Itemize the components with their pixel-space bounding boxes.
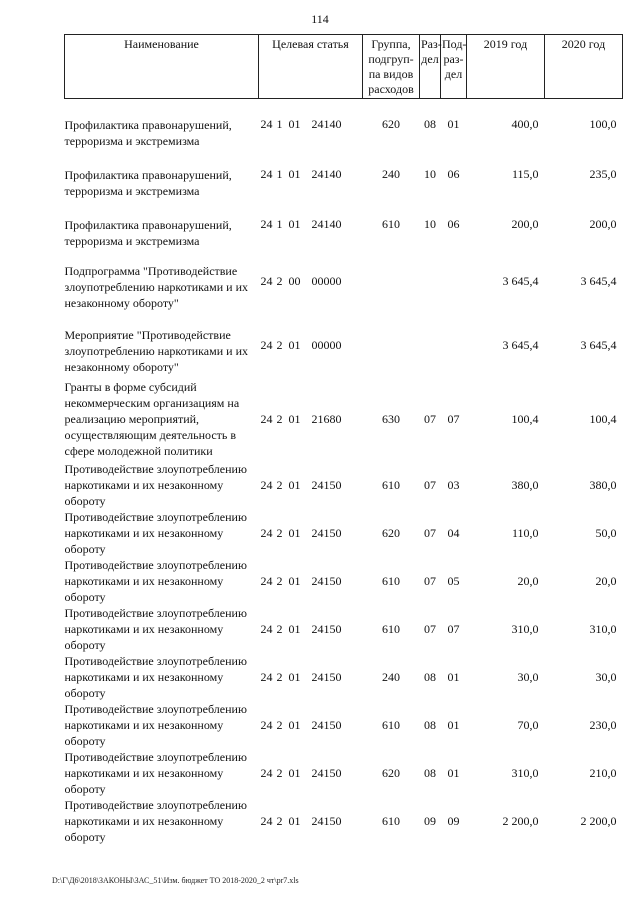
target-direction: 24150	[311, 814, 342, 828]
row-2020: 100,0	[589, 117, 617, 131]
table-body	[65, 99, 623, 846]
row-section: 07	[424, 622, 436, 636]
row-subsection: 03	[447, 478, 460, 492]
target-direction: 24140	[311, 167, 342, 181]
table-row	[65, 377, 623, 461]
target-direction: 00000	[311, 274, 342, 288]
row-section: 07	[424, 574, 436, 588]
target-subprogram: 2	[276, 766, 283, 780]
row-name: Противодействие злоупотреблению наркотиками и их незаконному обороту	[64, 654, 247, 700]
row-section: 07	[424, 526, 436, 540]
row-2019: 310,0	[511, 766, 539, 780]
target-program: 24	[260, 412, 273, 426]
row-name: Гранты в форме субсидий некоммерческим организациям на реализацию мероприятий, осуществляющим деятельность в сфере молодежной политики	[64, 380, 240, 458]
target-program: 24	[260, 526, 273, 540]
row-subsection: 01	[447, 670, 460, 684]
row-2019: 2 200,0	[502, 814, 539, 828]
target-event: 00	[288, 274, 301, 288]
row-2020: 210,0	[589, 766, 617, 780]
row-section	[420, 249, 441, 313]
row-group: 610	[382, 574, 400, 588]
table-row	[65, 749, 623, 797]
row-2019: 3 645,4	[502, 274, 539, 288]
table-row	[65, 797, 623, 845]
row-group: 240	[382, 670, 400, 684]
target-program: 24	[260, 718, 273, 732]
row-section: 07	[424, 412, 436, 426]
row-name: Противодействие злоупотреблению наркотиками и их незаконному обороту	[64, 558, 247, 604]
row-2020: 30,0	[595, 670, 617, 684]
target-program: 24	[260, 217, 273, 231]
row-name: Мероприятие "Противодействие злоупотреблению наркотиками и их незаконному обороту"	[64, 328, 248, 374]
target-event: 01	[288, 574, 301, 588]
row-section: 09	[424, 814, 436, 828]
target-program: 24	[260, 167, 273, 181]
target-event: 01	[288, 412, 301, 426]
row-target	[259, 749, 363, 797]
footer-file-path: D:\Г\Д6\2018\ЗАКОНЫ\ЗАС_51\Изм. бюджет ТО 2018-2020_2 чт\pr7.xls	[52, 876, 299, 885]
row-2019: 400,0	[511, 117, 539, 131]
target-direction: 24150	[311, 526, 342, 540]
table-row	[65, 605, 623, 653]
row-target	[259, 701, 363, 749]
row-group: 620	[382, 117, 400, 131]
row-group: 610	[382, 718, 400, 732]
row-target	[259, 199, 363, 249]
target-direction: 24150	[311, 670, 342, 684]
row-2019: 110,0	[511, 526, 539, 540]
target-program: 24	[260, 478, 273, 492]
row-subsection: 06	[447, 217, 460, 231]
target-subprogram: 2	[276, 814, 283, 828]
row-target	[259, 653, 363, 701]
target-subprogram: 2	[276, 574, 283, 588]
row-subsection	[441, 249, 467, 313]
table-row	[65, 557, 623, 605]
row-2019: 100,4	[511, 412, 539, 426]
row-group: 610	[382, 478, 400, 492]
row-target	[259, 557, 363, 605]
row-section: 10	[424, 217, 436, 231]
target-event: 01	[288, 338, 301, 352]
row-name: Противодействие злоупотреблению наркотиками и их незаконному обороту	[64, 702, 247, 748]
row-target	[259, 509, 363, 557]
target-subprogram: 2	[276, 718, 283, 732]
row-section: 08	[424, 718, 436, 732]
target-event: 01	[288, 718, 301, 732]
target-subprogram: 1	[276, 217, 283, 231]
target-program: 24	[260, 670, 273, 684]
row-2019: 310,0	[511, 622, 539, 636]
target-event: 01	[288, 670, 301, 684]
target-subprogram: 1	[276, 167, 283, 181]
row-2019: 380,0	[511, 478, 539, 492]
table-row	[65, 99, 623, 150]
table-row	[65, 313, 623, 377]
row-target	[259, 99, 363, 150]
header-name: Наименование	[65, 35, 259, 99]
target-program: 24	[260, 117, 273, 131]
row-target	[259, 797, 363, 845]
row-target	[259, 605, 363, 653]
row-2020: 200,0	[589, 217, 617, 231]
header-target: Целевая статья	[259, 35, 363, 99]
target-program: 24	[260, 622, 273, 636]
target-subprogram: 2	[276, 478, 283, 492]
target-event: 01	[288, 167, 301, 181]
row-name: Подпрограмма "Противодействие злоупотреблению наркотиками и их незаконному обороту"	[64, 264, 248, 310]
target-program: 24	[260, 274, 273, 288]
target-subprogram: 2	[276, 274, 283, 288]
target-direction: 24140	[311, 117, 342, 131]
row-section: 08	[424, 117, 436, 131]
header-section: Раз-дел	[420, 35, 441, 99]
target-event: 01	[288, 814, 301, 828]
row-subsection: 09	[447, 814, 460, 828]
row-target	[259, 377, 363, 461]
target-subprogram: 1	[276, 117, 283, 131]
row-2020: 20,0	[595, 574, 617, 588]
row-group: 620	[382, 526, 400, 540]
row-2020: 235,0	[589, 167, 617, 181]
row-section	[420, 313, 441, 377]
header-2019: 2019 год	[467, 35, 545, 99]
row-section: 08	[424, 670, 436, 684]
target-event: 01	[288, 117, 301, 131]
row-2020: 380,0	[589, 478, 617, 492]
table-row	[65, 653, 623, 701]
target-direction: 24150	[311, 718, 342, 732]
row-name: Противодействие злоупотреблению наркотиками и их незаконному обороту	[64, 462, 247, 508]
row-subsection: 04	[447, 526, 460, 540]
row-group: 240	[382, 167, 400, 181]
target-event: 01	[288, 526, 301, 540]
row-2020: 230,0	[589, 718, 617, 732]
row-group: 620	[382, 766, 400, 780]
row-group	[363, 249, 420, 313]
row-target	[259, 249, 363, 313]
header-subsection: Под-раз-дел	[441, 35, 467, 99]
row-name: Профилактика правонарушений, терроризма и экстремизма	[64, 168, 232, 198]
row-subsection: 07	[447, 622, 460, 636]
budget-table	[64, 34, 623, 845]
row-subsection: 01	[447, 718, 460, 732]
row-subsection: 06	[447, 167, 460, 181]
row-group: 610	[382, 814, 400, 828]
row-name: Противодействие злоупотреблению наркотиками и их незаконному обороту	[64, 606, 247, 652]
row-subsection	[441, 313, 467, 377]
row-2019: 3 645,4	[502, 338, 539, 352]
target-direction: 21680	[311, 412, 342, 426]
table-row	[65, 149, 623, 199]
row-name: Противодействие злоупотреблению наркотиками и их незаконному обороту	[64, 798, 247, 844]
row-2019: 115,0	[511, 167, 539, 181]
row-target	[259, 149, 363, 199]
row-2020: 2 200,0	[580, 814, 617, 828]
row-group: 630	[382, 412, 400, 426]
row-2019: 70,0	[517, 718, 539, 732]
row-2020: 50,0	[595, 526, 617, 540]
target-direction: 24140	[311, 217, 342, 231]
row-target	[259, 313, 363, 377]
target-event: 01	[288, 217, 301, 231]
target-direction: 00000	[311, 338, 342, 352]
row-name: Профилактика правонарушений, терроризма и экстремизма	[64, 218, 232, 248]
target-subprogram: 2	[276, 526, 283, 540]
target-subprogram: 2	[276, 622, 283, 636]
target-program: 24	[260, 814, 273, 828]
row-group: 610	[382, 217, 400, 231]
row-name: Противодействие злоупотреблению наркотиками и их незаконному обороту	[64, 750, 247, 796]
table-row	[65, 509, 623, 557]
table-row	[65, 199, 623, 249]
row-name: Противодействие злоупотреблению наркотиками и их незаконному обороту	[64, 510, 247, 556]
row-section: 10	[424, 167, 436, 181]
target-direction: 24150	[311, 574, 342, 588]
row-2020: 3 645,4	[580, 274, 617, 288]
row-2020: 100,4	[589, 412, 617, 426]
table-row	[65, 249, 623, 313]
target-direction: 24150	[311, 622, 342, 636]
page-number: 114	[311, 12, 329, 26]
row-group: 610	[382, 622, 400, 636]
row-target	[259, 461, 363, 509]
target-event: 01	[288, 766, 301, 780]
row-group	[363, 313, 420, 377]
row-section: 07	[424, 478, 436, 492]
row-2020: 310,0	[589, 622, 617, 636]
target-event: 01	[288, 622, 301, 636]
target-subprogram: 2	[276, 412, 283, 426]
target-direction: 24150	[311, 766, 342, 780]
table-row	[65, 701, 623, 749]
target-event: 01	[288, 478, 301, 492]
row-2019: 200,0	[511, 217, 539, 231]
row-subsection: 05	[447, 574, 460, 588]
row-2019: 30,0	[517, 670, 539, 684]
row-subsection: 01	[447, 117, 460, 131]
target-subprogram: 2	[276, 670, 283, 684]
row-name: Профилактика правонарушений, терроризма и экстремизма	[64, 118, 232, 148]
row-section: 08	[424, 766, 436, 780]
row-subsection: 01	[447, 766, 460, 780]
table-header	[65, 35, 623, 99]
header-2020: 2020 год	[545, 35, 623, 99]
target-program: 24	[260, 338, 273, 352]
target-program: 24	[260, 766, 273, 780]
target-subprogram: 2	[276, 338, 283, 352]
header-group: Группа, подгруп-па видов расходов	[363, 35, 420, 99]
target-program: 24	[260, 574, 273, 588]
target-direction: 24150	[311, 478, 342, 492]
table-row	[65, 461, 623, 509]
row-2019: 20,0	[517, 574, 539, 588]
row-subsection: 07	[447, 412, 460, 426]
row-2020: 3 645,4	[580, 338, 617, 352]
